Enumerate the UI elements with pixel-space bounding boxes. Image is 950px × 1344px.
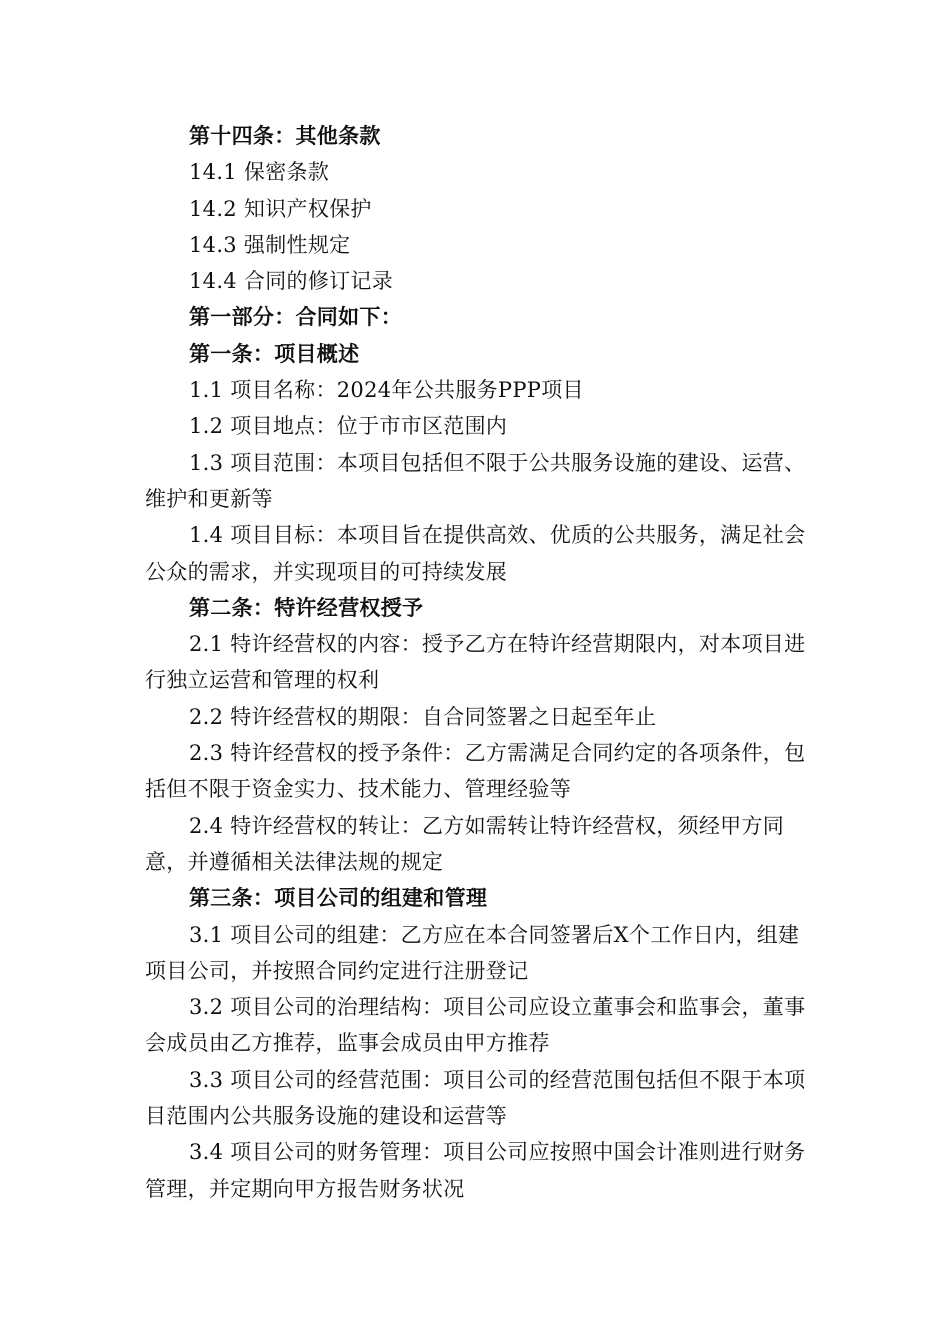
section-heading-2: 第二条：特许经营权授予	[189, 594, 424, 620]
clause-14-1: 14.1 保密条款	[189, 160, 330, 185]
section-heading-3: 第三条：项目公司的组建和管理	[189, 885, 488, 911]
clause-14-2: 14.2 知识产权保护	[189, 196, 372, 221]
clause-3-1: 3.1 项目公司的组建：乙方应在本合同签署后X个工作日内，组建项目公司，并按照合同约定进行注册登记	[145, 922, 800, 983]
section-heading-1: 第一条：项目概述	[189, 340, 360, 366]
clause-14-3: 14.3 强制性规定	[189, 232, 351, 257]
clause-1-2: 1.2 项目地点：位于市市区范围内	[189, 414, 508, 439]
document-body	[145, 118, 817, 1207]
clause-2-3: 2.3 特许经营权的授予条件：乙方需满足合同约定的各项条件，包括但不限于资金实力、技术能力、管理经验等	[145, 741, 806, 802]
clause-1-1: 1.1 项目名称：2024年公共服务PPP项目	[189, 378, 584, 403]
clause-14-4: 14.4 合同的修订记录	[189, 269, 394, 294]
clause-2-4: 2.4 特许经营权的转让：乙方如需转让特许经营权，须经甲方同意，并遵循相关法律法规的规定	[145, 813, 785, 874]
clause-3-2: 3.2 项目公司的治理结构：项目公司应设立董事会和监事会，董事会成员由乙方推荐，监事会成员由甲方推荐	[145, 995, 806, 1056]
clause-1-4: 1.4 项目目标：本项目旨在提供高效、优质的公共服务，满足社会公众的需求，并实现项目的可持续发展	[145, 523, 806, 584]
section-heading-14: 第十四条：其他条款	[189, 123, 381, 148]
clause-2-1: 2.1 特许经营权的内容：授予乙方在特许经营期限内，对本项目进行独立运营和管理的权利	[145, 632, 806, 693]
clause-3-4: 3.4 项目公司的财务管理：项目公司应按照中国会计准则进行财务管理，并定期向甲方报告财务状况	[145, 1140, 806, 1201]
clause-2-2: 2.2 特许经营权的期限：自合同签署之日起至年止	[189, 704, 657, 729]
part-one-heading: 第一部分：合同如下：	[189, 304, 402, 330]
clause-1-3: 1.3 项目范围：本项目包括但不限于公共服务设施的建设、运营、维护和更新等	[145, 450, 806, 511]
clause-3-3: 3.3 项目公司的经营范围：项目公司的经营范围包括但不限于本项目范围内公共服务设施的建设和运营等	[145, 1067, 806, 1129]
